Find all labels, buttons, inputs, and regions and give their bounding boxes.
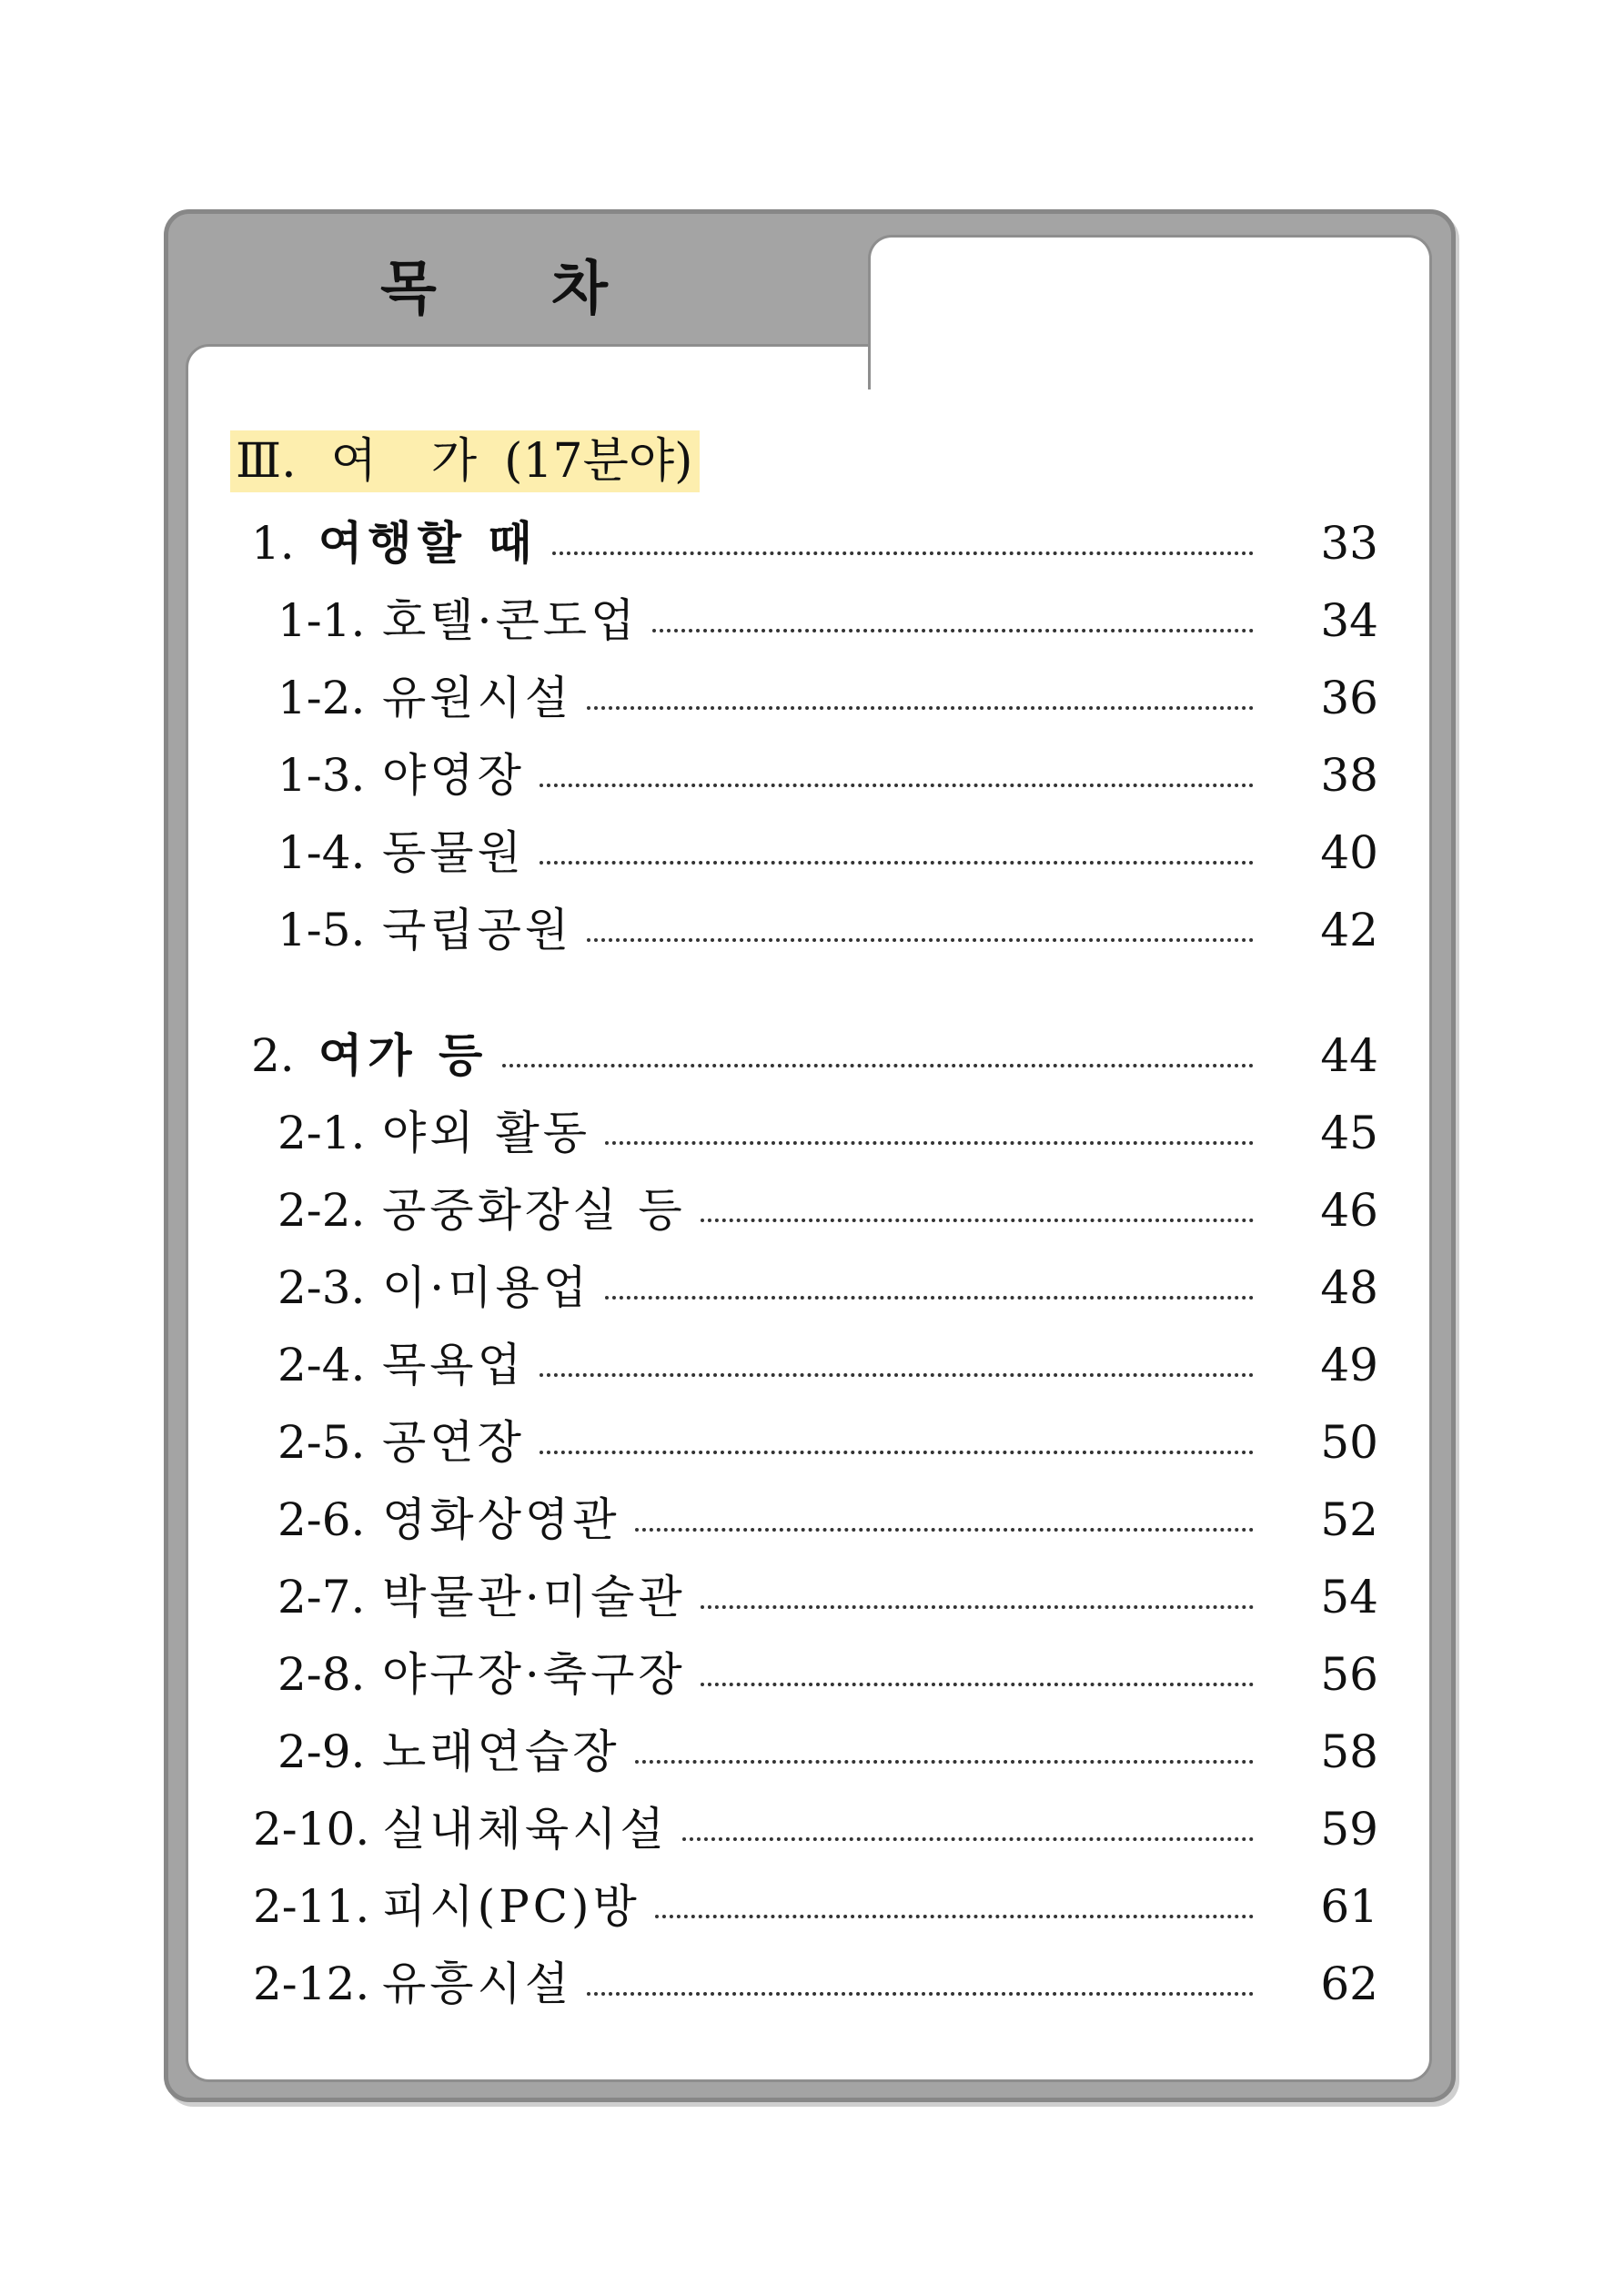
page-title bbox=[380, 238, 608, 329]
toc-entry-label: 유흥시설 bbox=[382, 1957, 573, 2010]
toc-dot-leader bbox=[652, 629, 1254, 632]
toc-entry-number: 2-12. bbox=[253, 1957, 370, 2010]
toc-entry-label: 야외 활동 bbox=[382, 1107, 591, 1159]
toc-dot-leader bbox=[655, 1915, 1254, 1918]
toc-entry[interactable] bbox=[0, 898, 1624, 962]
toc-entry[interactable] bbox=[0, 1333, 1624, 1397]
toc-entry-number: 1. bbox=[251, 517, 295, 570]
toc-entry-number: 2-1. bbox=[277, 1107, 366, 1159]
toc-entry-number: 2-7. bbox=[277, 1571, 366, 1623]
toc-entry-number: 2-4. bbox=[277, 1339, 366, 1391]
page-title-char: 목 bbox=[380, 256, 437, 323]
section-title-word: 가 bbox=[430, 434, 478, 489]
toc-entry-label: 유원시설 bbox=[382, 672, 573, 724]
toc-dot-leader bbox=[682, 1837, 1254, 1841]
toc-entry-number: 2-6. bbox=[277, 1493, 366, 1546]
toc-panel-tab bbox=[868, 235, 1432, 389]
page-title-char: 차 bbox=[551, 256, 608, 323]
toc-entry[interactable] bbox=[0, 1720, 1624, 1784]
toc-entry[interactable] bbox=[0, 1952, 1624, 2016]
toc-entry-label: 야영장 bbox=[382, 749, 525, 802]
toc-entry-label: 동물원 bbox=[382, 826, 525, 879]
toc-entry[interactable] bbox=[0, 1411, 1624, 1474]
toc-entry-label: 국립공원 bbox=[382, 904, 573, 956]
toc-dot-leader bbox=[605, 1296, 1254, 1300]
toc-entry-label: 야구장·축구장 bbox=[382, 1648, 686, 1701]
toc-entry-page: 50 bbox=[1320, 1416, 1378, 1469]
toc-dot-leader bbox=[587, 1992, 1254, 1996]
toc-entry-page: 40 bbox=[1320, 826, 1378, 879]
toc-entry-page: 45 bbox=[1320, 1107, 1378, 1159]
section-heading bbox=[230, 430, 700, 492]
toc-dot-leader bbox=[587, 706, 1254, 710]
toc-dot-leader bbox=[540, 784, 1254, 787]
toc-entry-page: 61 bbox=[1320, 1880, 1378, 1933]
toc-entry-number: 2-9. bbox=[277, 1725, 366, 1778]
toc-dot-leader bbox=[540, 1451, 1254, 1454]
toc-entry-page: 38 bbox=[1320, 749, 1378, 802]
toc-entry[interactable] bbox=[0, 1101, 1624, 1165]
toc-dot-leader bbox=[540, 861, 1254, 865]
toc-entry-number: 2-11. bbox=[253, 1880, 370, 1933]
toc-entry-page: 42 bbox=[1320, 904, 1378, 956]
toc-dot-leader bbox=[587, 938, 1254, 942]
toc-entry-label: 공중화장실 등 bbox=[382, 1184, 686, 1237]
toc-entry-page: 52 bbox=[1320, 1493, 1378, 1546]
toc-entry-label: 이·미용업 bbox=[382, 1261, 591, 1314]
toc-entry-page: 36 bbox=[1320, 672, 1378, 724]
toc-entry-page: 58 bbox=[1320, 1725, 1378, 1778]
toc-entry-page: 33 bbox=[1320, 517, 1378, 570]
toc-entry-page: 56 bbox=[1320, 1648, 1378, 1701]
toc-dot-leader bbox=[502, 1064, 1254, 1067]
toc-entry-page: 59 bbox=[1320, 1803, 1378, 1856]
toc-entry-page: 48 bbox=[1320, 1261, 1378, 1314]
toc-entry-number: 1-5. bbox=[277, 904, 366, 956]
toc-entry-label: 피시(PC)방 bbox=[382, 1880, 641, 1933]
toc-entry-label: 여가 등 bbox=[318, 1028, 489, 1082]
toc-entry-number: 1-2. bbox=[277, 672, 366, 724]
toc-entry-page: 34 bbox=[1320, 594, 1378, 647]
toc-entry[interactable] bbox=[0, 1178, 1624, 1242]
toc-dot-leader bbox=[605, 1141, 1254, 1145]
toc-dot-leader bbox=[701, 1219, 1254, 1222]
toc-entry-page: 54 bbox=[1320, 1571, 1378, 1623]
toc-entry-number: 2-10. bbox=[253, 1803, 370, 1856]
toc-entry[interactable] bbox=[0, 1875, 1624, 1938]
toc-entry-number: 2-8. bbox=[277, 1648, 366, 1701]
toc-dot-leader bbox=[552, 551, 1254, 555]
toc-chapter-entry[interactable] bbox=[0, 1024, 1624, 1087]
toc-entry[interactable] bbox=[0, 1643, 1624, 1706]
toc-entry-number: 1-3. bbox=[277, 749, 366, 802]
toc-dot-leader bbox=[540, 1373, 1254, 1377]
section-title-word: 여 bbox=[330, 434, 377, 489]
toc-entry-number: 1-1. bbox=[277, 594, 366, 647]
toc-entry-label: 호텔·콘도업 bbox=[382, 594, 639, 647]
toc-chapter-entry[interactable] bbox=[0, 511, 1624, 575]
toc-entry-number: 2-2. bbox=[277, 1184, 366, 1237]
toc-entry[interactable] bbox=[0, 1488, 1624, 1552]
toc-dot-leader bbox=[701, 1683, 1254, 1686]
toc-entry-number: 2. bbox=[251, 1029, 295, 1082]
toc-entry-page: 44 bbox=[1320, 1029, 1378, 1082]
toc-entry-number: 1-4. bbox=[277, 826, 366, 879]
toc-dot-leader bbox=[635, 1760, 1254, 1764]
toc-entry-page: 46 bbox=[1320, 1184, 1378, 1237]
toc-entry[interactable] bbox=[0, 1797, 1624, 1861]
toc-entry-label: 노래연습장 bbox=[382, 1725, 620, 1778]
toc-entry[interactable] bbox=[0, 1565, 1624, 1629]
toc-entry-label: 공연장 bbox=[382, 1416, 525, 1469]
toc-entry-label: 여행할 때 bbox=[318, 516, 538, 570]
toc-entry[interactable] bbox=[0, 1256, 1624, 1320]
section-number: Ⅲ. bbox=[236, 434, 297, 489]
toc-entry-page: 62 bbox=[1320, 1957, 1378, 2010]
toc-entry-label: 실내체육시설 bbox=[382, 1803, 668, 1856]
toc-entry-page: 49 bbox=[1320, 1339, 1378, 1391]
toc-entry[interactable] bbox=[0, 589, 1624, 652]
section-count: (17분야) bbox=[504, 434, 693, 489]
toc-dot-leader bbox=[701, 1605, 1254, 1609]
toc-entry-number: 2-3. bbox=[277, 1261, 366, 1314]
toc-entry-label: 박물관·미술관 bbox=[382, 1571, 686, 1623]
toc-entry-label: 영화상영관 bbox=[382, 1493, 620, 1546]
toc-entry-label: 목욕업 bbox=[382, 1339, 525, 1391]
toc-entry-number: 2-5. bbox=[277, 1416, 366, 1469]
toc-entry[interactable] bbox=[0, 821, 1624, 885]
toc-entry[interactable] bbox=[0, 743, 1624, 807]
toc-entry[interactable] bbox=[0, 666, 1624, 730]
toc-dot-leader bbox=[635, 1528, 1254, 1532]
